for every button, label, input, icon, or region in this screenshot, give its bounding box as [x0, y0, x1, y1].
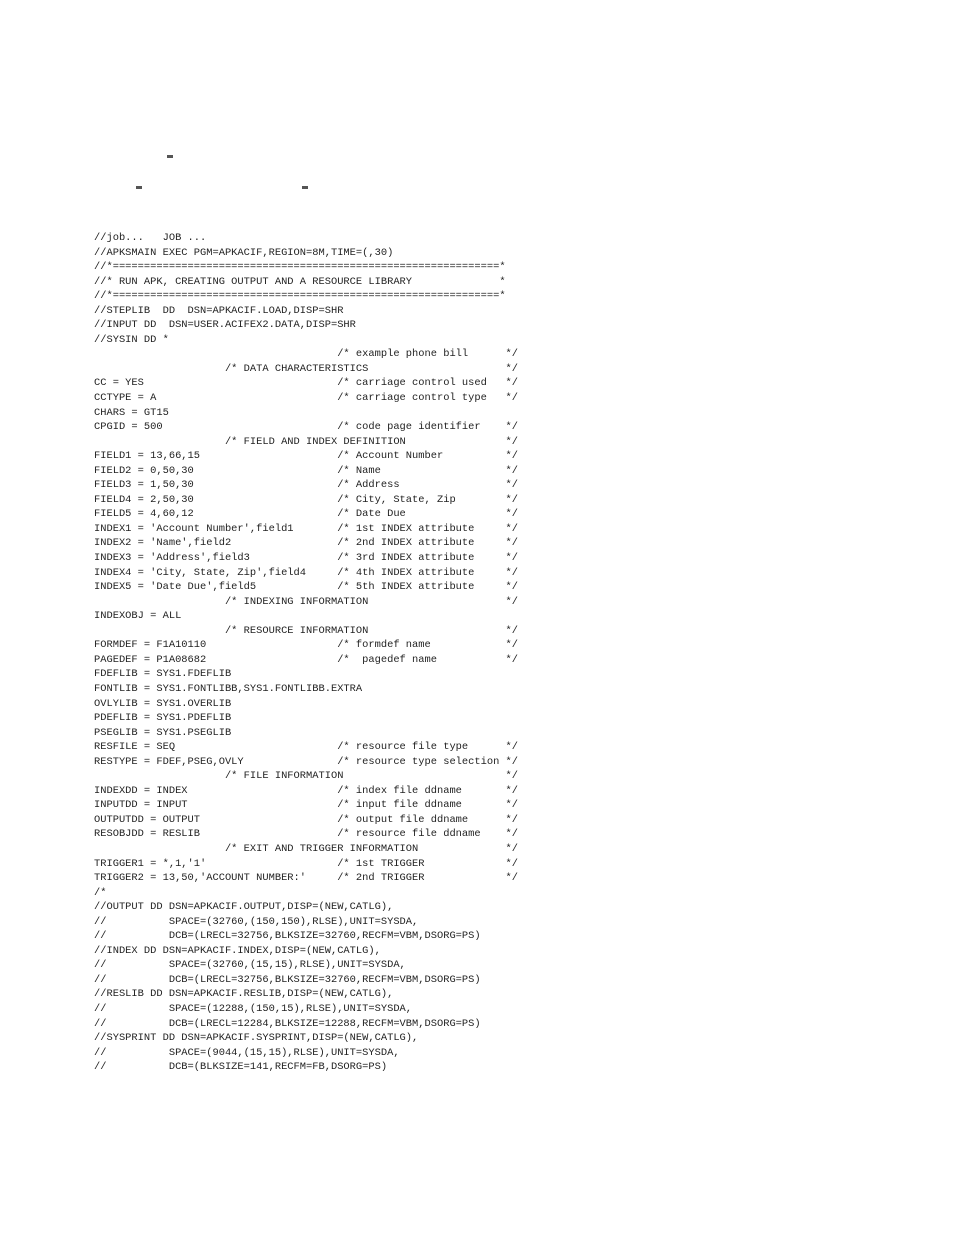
code-line: /* EXIT AND TRIGGER INFORMATION */ [94, 843, 519, 855]
page-mark [167, 155, 173, 158]
page-mark [302, 186, 308, 189]
code-line: RESOBJDD = RESLIB /* resource file ddname */ [94, 829, 519, 841]
code-line: INDEXOBJ = ALL [94, 611, 182, 623]
code-line: // DCB=(LRECL=32756,BLKSIZE=32760,RECFM=VBM,DSORG=PS) [94, 931, 481, 943]
code-line: INDEX3 = 'Address',field3 /* 3rd INDEX attribute */ [94, 553, 519, 565]
code-line: INDEXDD = INDEX /* index file ddname */ [94, 785, 519, 797]
code-line: //RESLIB DD DSN=APKACIF.RESLIB,DISP=(NEW,CATLG), [94, 989, 394, 1001]
code-line: /* example phone bill */ [94, 349, 519, 361]
code-line: /* DATA CHARACTERISTICS */ [94, 363, 519, 375]
code-line: // SPACE=(32760,(150,150),RLSE),UNIT=SYSDA, [94, 916, 419, 928]
jcl-code-listing [94, 232, 518, 1076]
code-line: INPUTDD = INPUT /* input file ddname */ [94, 800, 519, 812]
code-line: //STEPLIB DD DSN=APKACIF.LOAD,DISP=SHR [94, 305, 344, 317]
code-line: CPGID = 500 /* code page identifier */ [94, 422, 519, 434]
code-line: //*==============================================================* [94, 262, 506, 274]
code-line: //APKSMAIN EXEC PGM=APKACIF,REGION=8M,TIME=(,30) [94, 247, 394, 259]
code-line: INDEX1 = 'Account Number',field1 /* 1st INDEX attribute */ [94, 523, 519, 535]
code-line: /* FIELD AND INDEX DEFINITION */ [94, 436, 519, 448]
code-line: INDEX4 = 'City, State, Zip',field4 /* 4th INDEX attribute */ [94, 567, 519, 579]
code-line: //INDEX DD DSN=APKACIF.INDEX,DISP=(NEW,CATLG), [94, 945, 381, 957]
code-line: FIELD5 = 4,60,12 /* Date Due */ [94, 509, 519, 521]
code-line: //*==============================================================* [94, 291, 506, 303]
code-line: PAGEDEF = P1A08682 /* pagedef name */ [94, 654, 519, 666]
code-line: FIELD2 = 0,50,30 /* Name */ [94, 465, 519, 477]
code-line: //SYSIN DD * [94, 334, 169, 346]
page-mark [136, 186, 142, 189]
code-line: FIELD4 = 2,50,30 /* City, State, Zip */ [94, 494, 519, 506]
code-line: /* FILE INFORMATION */ [94, 771, 519, 783]
code-line: PSEGLIB = SYS1.PSEGLIB [94, 727, 232, 739]
code-line: TRIGGER2 = 13,50,'ACCOUNT NUMBER:' /* 2nd TRIGGER */ [94, 873, 519, 885]
code-line: CC = YES /* carriage control used */ [94, 378, 519, 390]
code-line: //SYSPRINT DD DSN=APKACIF.SYSPRINT,DISP=(NEW,CATLG), [94, 1033, 419, 1045]
code-line: // DCB=(LRECL=32756,BLKSIZE=32760,RECFM=VBM,DSORG=PS) [94, 974, 481, 986]
code-line: FORMDEF = F1A10110 /* formdef name */ [94, 640, 519, 652]
code-line: // SPACE=(12288,(150,15),RLSE),UNIT=SYSDA, [94, 1003, 413, 1015]
code-line: // SPACE=(32760,(15,15),RLSE),UNIT=SYSDA, [94, 960, 406, 972]
code-line: INDEX2 = 'Name',field2 /* 2nd INDEX attribute */ [94, 538, 519, 550]
code-line: /* INDEXING INFORMATION */ [94, 596, 519, 608]
code-line: FIELD1 = 13,66,15 /* Account Number */ [94, 451, 519, 463]
code-line: /* RESOURCE INFORMATION */ [94, 625, 519, 637]
code-line: //INPUT DD DSN=USER.ACIFEX2.DATA,DISP=SHR [94, 320, 356, 332]
code-line: RESTYPE = FDEF,PSEG,OVLY /* resource type selection */ [94, 756, 519, 768]
code-line: //job... JOB ... [94, 233, 207, 244]
code-line: OVLYLIB = SYS1.OVERLIB [94, 698, 232, 710]
code-line: FDEFLIB = SYS1.FDEFLIB [94, 669, 232, 681]
code-line: OUTPUTDD = OUTPUT /* output file ddname */ [94, 814, 519, 826]
code-line: //* RUN APK, CREATING OUTPUT AND A RESOURCE LIBRARY * [94, 276, 506, 288]
code-line: INDEX5 = 'Date Due',field5 /* 5th INDEX attribute */ [94, 582, 519, 594]
code-line: PDEFLIB = SYS1.PDEFLIB [94, 713, 232, 725]
code-line: CHARS = GT15 [94, 407, 169, 419]
code-line: FONTLIB = SYS1.FONTLIBB,SYS1.FONTLIBB.EXTRA [94, 683, 363, 695]
code-line: //OUTPUT DD DSN=APKACIF.OUTPUT,DISP=(NEW,CATLG), [94, 902, 394, 914]
code-line: // DCB=(LRECL=12284,BLKSIZE=12288,RECFM=VBM,DSORG=PS) [94, 1018, 481, 1030]
code-line: CCTYPE = A /* carriage control type */ [94, 393, 519, 405]
code-line: // DCB=(BLKSIZE=141,RECFM=FB,DSORG=PS) [94, 1062, 388, 1074]
code-line: RESFILE = SEQ /* resource file type */ [94, 742, 519, 754]
code-line: // SPACE=(9044,(15,15),RLSE),UNIT=SYSDA, [94, 1047, 400, 1059]
code-line: /* [94, 887, 107, 899]
code-line: TRIGGER1 = *,1,'1' /* 1st TRIGGER */ [94, 858, 519, 870]
code-line: FIELD3 = 1,50,30 /* Address */ [94, 480, 519, 492]
